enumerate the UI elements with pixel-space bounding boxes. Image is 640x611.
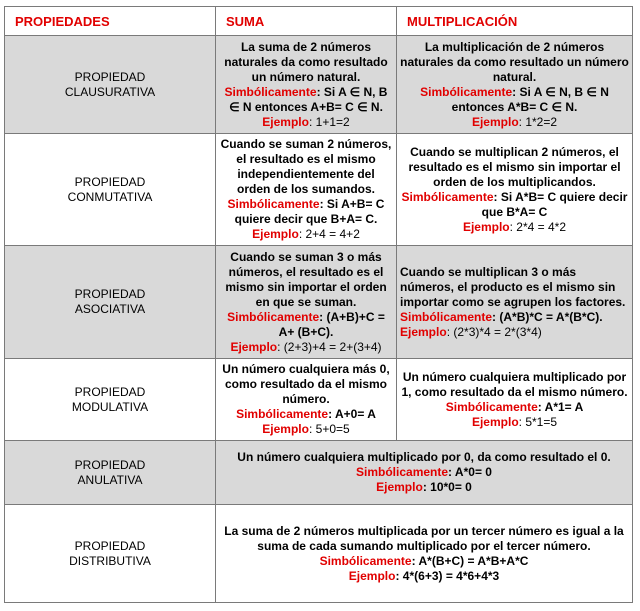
row-modulativa: [5, 359, 633, 441]
example-label: Ejemplo: [230, 339, 278, 354]
example-text: : 5+0=5: [308, 422, 350, 436]
example-text: : 2+4 = 4+2: [298, 227, 360, 241]
example-label: Ejemplo: [376, 480, 423, 494]
property-name-line1: PROPIEDAD: [74, 538, 146, 553]
symbolic-label: Simbólicamente: [227, 197, 320, 211]
merged-cell: [216, 441, 633, 505]
symbolic-label: Simbólicamente: [420, 84, 513, 99]
description-text: Un número cualquiera multiplicado por 0, da como resultado el 0.: [237, 450, 611, 464]
symbolic-text: : A*(B+C) = A*B+A*C: [411, 553, 529, 568]
property-name-line2: DISTRIBUTIVA: [69, 553, 151, 568]
property-name-line2: CLAUSURATIVA: [64, 84, 156, 99]
property-name: [5, 505, 216, 603]
suma-cell: [216, 36, 397, 134]
property-name-line1: PROPIEDAD: [74, 69, 146, 84]
symbolic-text: : Si A*B= C quiere decir que B*A= C: [481, 189, 628, 219]
multiplicacion-cell: [397, 36, 633, 134]
header-row: [5, 7, 633, 36]
description-text: Un número cualquiera más 0, como resultado da el mismo número.: [222, 362, 390, 406]
symbolic-label: Simbólicamente: [319, 553, 412, 568]
example-label: Ejemplo: [400, 324, 447, 339]
symbolic-text: : Si A+B= C quiere decir que B+A= C.: [234, 197, 385, 226]
example-label: Ejemplo: [252, 227, 299, 241]
property-name: [5, 134, 216, 246]
property-name-line2: MODULATIVA: [71, 399, 149, 414]
row-conmutativa: [5, 134, 633, 246]
suma-cell: [216, 359, 397, 441]
property-name-line2: ANULATIVA: [77, 472, 143, 487]
property-name: [5, 441, 216, 505]
example-text: : 4*(6+3) = 4*6+4*3: [395, 568, 500, 583]
suma-cell: [216, 134, 397, 246]
suma-cell: [216, 246, 397, 359]
multiplicacion-cell: [397, 134, 633, 246]
example-label: Ejemplo: [471, 114, 519, 129]
example-text: : (2+3)+4 = 2+(3+4): [277, 339, 382, 354]
description-text: Cuando se suman 3 o más números, el resultado es el mismo sin importar el orden en que se suman.: [225, 249, 387, 309]
description-text: Cuando se multiplican 2 números, el resultado es el mismo sin importar el orden de los multiplicandos.: [408, 144, 621, 189]
property-name-line2: CONMUTATIVA: [67, 189, 153, 204]
symbolic-label: Simbólicamente: [236, 407, 329, 421]
multiplicacion-cell: [397, 359, 633, 441]
description-text: Cuando se multiplican 3 o más números, el producto es el mismo sin importar como se agrupen los factores.: [400, 264, 626, 309]
property-name-line1: PROPIEDAD: [74, 287, 146, 301]
example-label: Ejemplo: [471, 414, 519, 429]
symbolic-label: Simbólicamente: [356, 465, 449, 479]
symbolic-label: Simbólicamente: [224, 84, 317, 99]
header-multiplicacion: MULTIPLICACIÓN: [397, 7, 633, 36]
property-name-line1: PROPIEDAD: [74, 174, 146, 189]
property-name: [5, 359, 216, 441]
symbolic-text: : (A*B)*C = A*(B*C).: [492, 309, 603, 324]
row-anulativa: [5, 441, 633, 505]
symbolic-text: : Si A ∈ N, B ∈ N entonces A*B= C ∈ N.: [451, 84, 609, 114]
symbolic-text: : (A+B)+C = A+ (B+C).: [278, 309, 385, 339]
property-name-line1: PROPIEDAD: [74, 457, 146, 472]
symbolic-text: : Si A ∈ N, B ∈ N entonces A+B= C ∈ N.: [229, 84, 388, 114]
multiplicacion-cell: [397, 246, 633, 359]
symbolic-label: Simbólicamente: [227, 309, 320, 324]
description-text: Cuando se suman 2 números, el resultado es el mismo independientemente del orden de los sumandos.: [220, 137, 392, 196]
description-text: La multiplicación de 2 números naturales da como resultado un número natural.: [400, 39, 629, 84]
example-text: : 1*2=2: [518, 114, 558, 129]
example-text: : 2*4 = 4*2: [509, 219, 567, 234]
merged-cell: [216, 505, 633, 603]
symbolic-label: Simbólicamente: [445, 399, 538, 414]
example-text: : 10*0= 0: [422, 480, 472, 494]
symbolic-text: : A+0= A: [328, 407, 376, 421]
description-text: Un número cualquiera multiplicado por 1, como resultado da el mismo número.: [401, 369, 628, 399]
row-asociativa: [5, 246, 633, 359]
property-name: [5, 36, 216, 134]
properties-table: [4, 6, 633, 603]
example-label: Ejemplo: [262, 422, 309, 436]
example-label: Ejemplo: [348, 568, 396, 583]
header-propiedades: PROPIEDADES: [5, 7, 216, 36]
example-text: : (2*3)*4 = 2*(3*4): [446, 324, 542, 339]
property-name: [5, 246, 216, 359]
property-name-line1: PROPIEDAD: [74, 384, 146, 399]
symbolic-text: : A*0= 0: [448, 465, 492, 479]
symbolic-text: : A*1= A: [537, 399, 584, 414]
example-label: Ejemplo: [262, 114, 309, 129]
example-text: : 1+1=2: [308, 114, 350, 129]
row-distributiva: [5, 505, 633, 603]
symbolic-label: Simbólicamente: [401, 189, 494, 204]
symbolic-label: Simbólicamente: [400, 309, 493, 324]
row-clausurativa: [5, 36, 633, 134]
description-text: La suma de 2 números multiplicada por un tercer número es igual a la suma de cada sumando multiplicado por el tercer número.: [224, 523, 624, 553]
example-text: : 5*1=5: [518, 414, 558, 429]
header-suma: SUMA: [216, 7, 397, 36]
description-text: La suma de 2 números naturales da como resultado un número natural.: [224, 39, 388, 84]
example-label: Ejemplo: [462, 219, 510, 234]
property-name-line2: ASOCIATIVA: [74, 302, 146, 316]
